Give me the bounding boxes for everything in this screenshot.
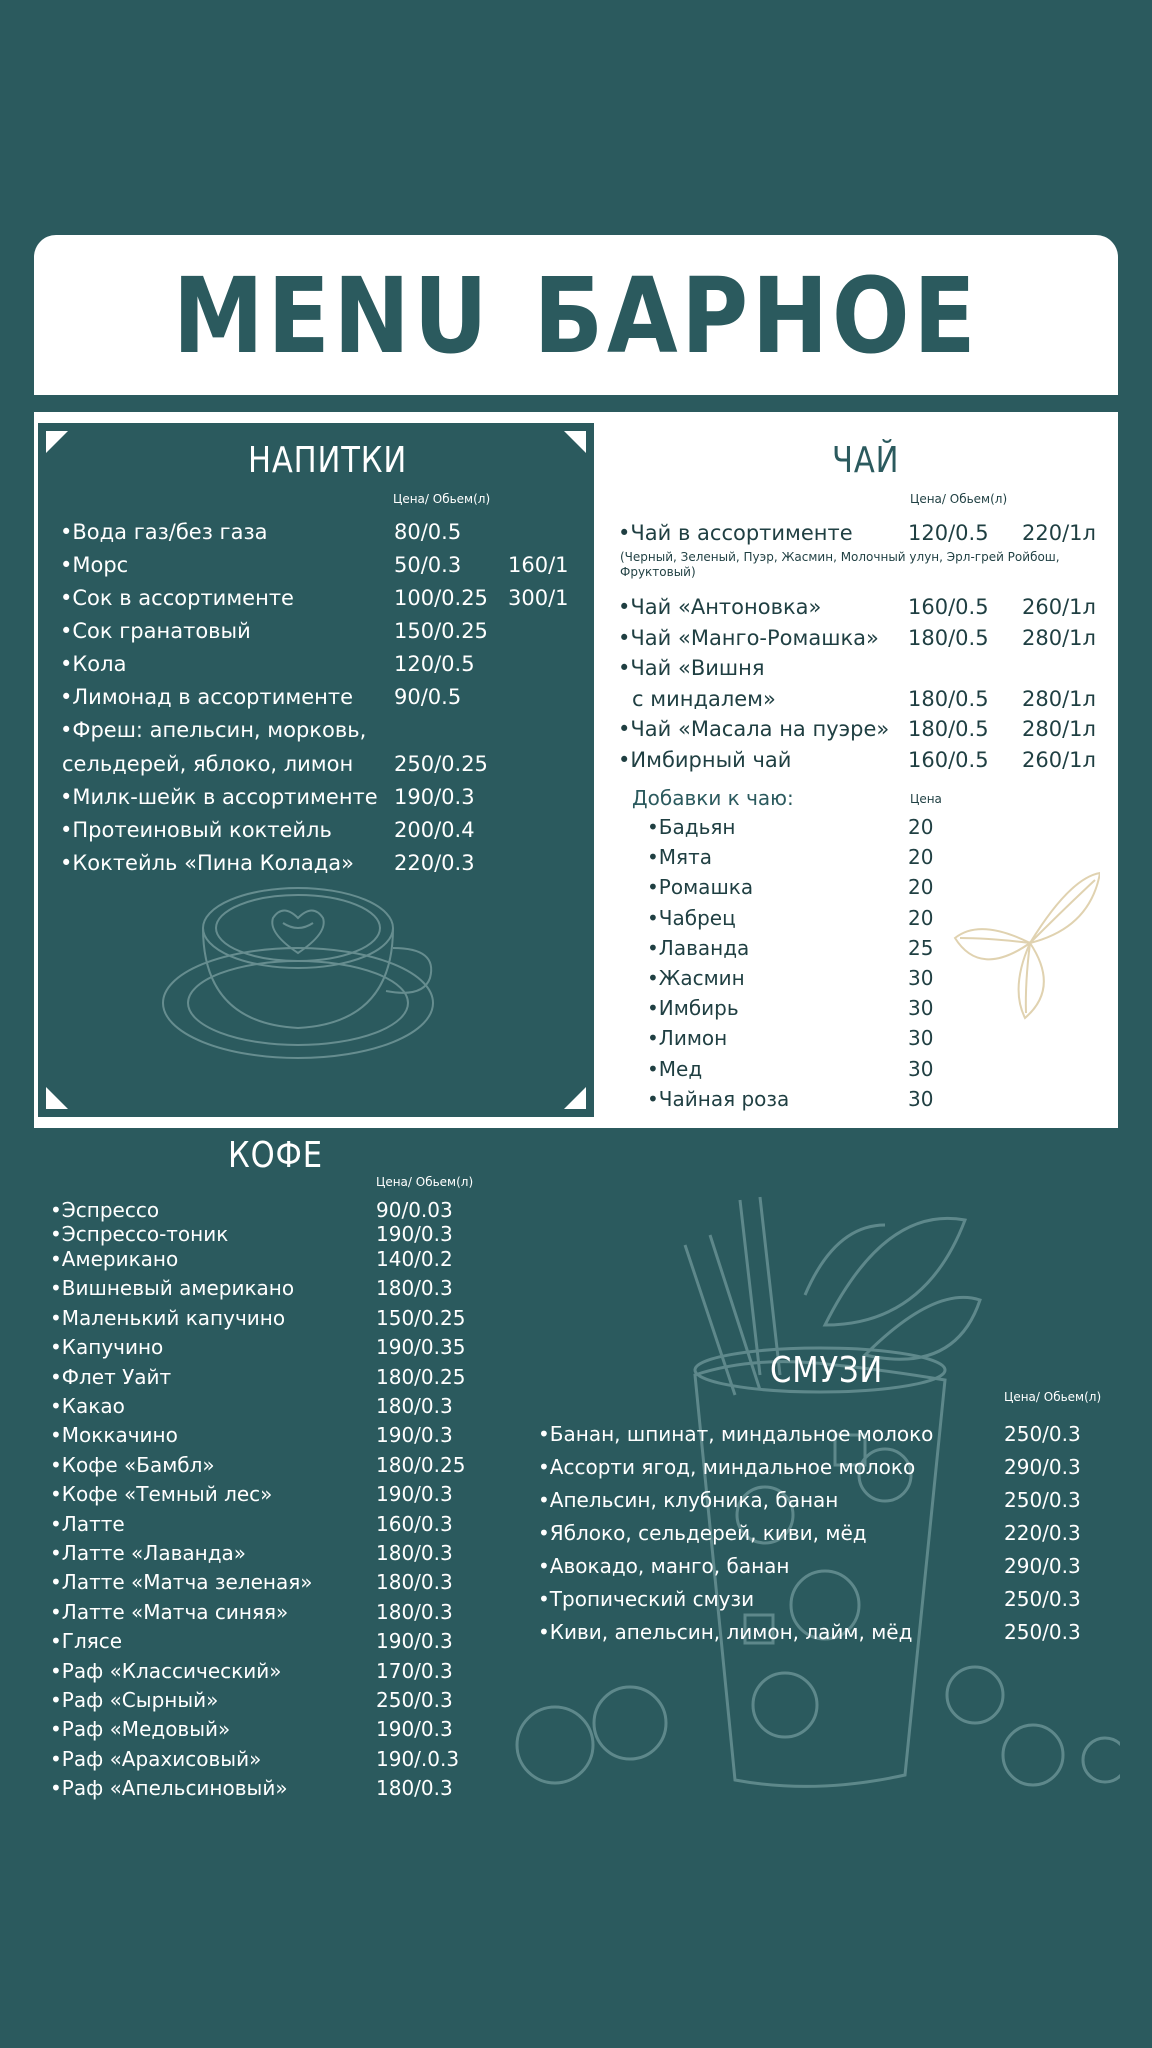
tea-addon-price: 30: [908, 1086, 934, 1111]
drink-item-price: 50/0.3: [394, 553, 462, 577]
tea-assortment-subtitle: (Черный, Зеленый, Пуэр, Жасмин, Молочный улун, Эрл-грей Ройбош, Фруктовый): [620, 550, 1060, 579]
coffee-item-price: 190/0.3: [376, 1222, 453, 1246]
corner-decoration: [564, 1087, 586, 1109]
tea-item-price-large: 280/1л: [1022, 687, 1096, 711]
coffee-item-name: •Кофе «Темный лес»: [50, 1482, 273, 1507]
drink-item-price: 150/0.25: [394, 619, 488, 643]
tea-item-price-large: 260/1л: [1022, 595, 1096, 619]
tea-item-price-large: 280/1л: [1022, 626, 1096, 650]
coffee-item-name: •Капучино: [50, 1335, 164, 1360]
tea-item-name: •Чай «Антоновка»: [618, 595, 822, 619]
coffee-cup-illustration: [158, 873, 478, 1073]
coffee-item-price: 180/0.3: [376, 1570, 453, 1595]
drink-item-name: •Сок в ассортименте: [60, 586, 294, 610]
tea-item-price: 180/0.5: [908, 687, 989, 711]
smoothie-price-note: Цена/ Обьем(л): [1004, 1390, 1102, 1404]
drinks-title: НАПИТКИ: [248, 440, 408, 481]
tea-item-price-large: 220/1л: [1022, 521, 1096, 545]
coffee-item-name: •Кофе «Бамбл»: [50, 1452, 215, 1477]
coffee-item-name: •Вишневый американо: [50, 1276, 295, 1301]
tea-item-price: 160/0.5: [908, 595, 989, 619]
coffee-item-name: •Раф «Медовый»: [50, 1717, 231, 1742]
smoothie-item-price: 250/0.3: [1004, 1587, 1081, 1611]
tea-addon-price: 30: [908, 996, 934, 1021]
tea-addon-name: •Жасмин: [647, 966, 745, 990]
coffee-item-price: 190/0.3: [376, 1423, 453, 1448]
drinks-price-note: Цена/ Обьем(л): [393, 492, 491, 506]
coffee-item-name: •Раф «Апельсиновый»: [50, 1776, 288, 1801]
menu-title: [99, 255, 1053, 377]
tea-addon-price: 20: [908, 845, 934, 870]
tea-item-price-large: 280/1л: [1022, 717, 1096, 741]
corner-decoration: [564, 431, 586, 453]
coffee-item-name: •Глясе: [50, 1629, 123, 1654]
bar-word: БАРНОЕ: [533, 255, 980, 377]
drink-item-price: 200/0.4: [394, 818, 475, 842]
coffee-item-price: 180/0.3: [376, 1541, 453, 1565]
tea-addon-price: 20: [908, 815, 934, 839]
coffee-item-price: 190/.0.3: [376, 1746, 460, 1771]
coffee-item-price: 190/0.35: [376, 1335, 466, 1360]
tea-item-price: 160/0.5: [908, 748, 989, 772]
tea-addon-name: •Имбирь: [647, 996, 739, 1021]
tea-item-price: 180/0.5: [908, 717, 989, 741]
drink-item-name: •Сок гранатовый: [60, 619, 251, 643]
coffee-item-price: 250/0.3: [376, 1688, 453, 1712]
tea-item-price-large: 260/1л: [1022, 748, 1096, 772]
drink-item-price: 190/0.3: [394, 785, 475, 809]
coffee-item-price: 180/0.3: [376, 1276, 453, 1301]
smoothie-item-name: •Киви, апельсин, лимон, лайм, мёд: [538, 1620, 913, 1644]
tea-addons-note: Цена: [910, 792, 942, 806]
tea-addon-price: 20: [908, 905, 934, 930]
tea-addon-name: •Лимон: [647, 1026, 728, 1051]
tea-addons-title: Добавки к чаю:: [632, 786, 794, 810]
smoothie-item-name: •Яблоко, сельдерей, киви, мёд: [538, 1521, 867, 1545]
coffee-item-name: •Раф «Сырный»: [50, 1688, 219, 1712]
drink-item-price: 250/0.25: [394, 752, 488, 776]
coffee-item-price: 160/0.3: [376, 1511, 453, 1536]
drink-item-name: •Протеиновый коктейль: [60, 818, 332, 842]
coffee-item-price: 180/0.25: [376, 1452, 466, 1477]
drink-item-price: 220/0.3: [394, 851, 475, 875]
coffee-item-price: 180/0.3: [376, 1776, 453, 1801]
menu-word: MENU: [172, 255, 492, 377]
coffee-item-name: •Какао: [50, 1394, 125, 1418]
smoothie-title: СМУЗИ: [770, 1350, 884, 1391]
tea-addon-name: •Мята: [647, 845, 712, 870]
drink-item-name: •Кола: [60, 652, 127, 676]
drink-item-name: •Милк-шейк в ассортименте: [60, 785, 378, 809]
smoothie-item-name: •Апельсин, клубника, банан: [538, 1488, 839, 1512]
tea-item-name: •Чай «Масала на пуэре»: [618, 717, 890, 741]
coffee-item-name: •Моккачино: [50, 1423, 178, 1448]
tea-price-note: Цена/ Обьем(л): [910, 492, 1008, 506]
corner-decoration: [46, 1087, 68, 1109]
drink-item-price-large: 160/1: [508, 553, 569, 577]
coffee-title: КОФЕ: [228, 1135, 323, 1176]
smoothie-item-price: 220/0.3: [1004, 1521, 1081, 1545]
tea-addon-price: 30: [908, 1026, 934, 1051]
smoothie-item-price: 290/0.3: [1004, 1455, 1081, 1479]
tea-addon-name: •Чабрец: [647, 905, 736, 930]
drink-item-name: сельдерей, яблоко, лимон: [62, 752, 354, 776]
mint-leaf-illustration: [950, 868, 1100, 1028]
drink-item-name: •Фреш: апельсин, морковь,: [60, 718, 367, 742]
coffee-item-price: 180/0.25: [376, 1364, 466, 1389]
smoothie-item-name: •Ассорти ягод, миндальное молоко: [538, 1455, 916, 1479]
tea-addon-name: •Лаванда: [647, 935, 750, 960]
tea-item-name: •Чай в ассортименте: [618, 521, 853, 545]
coffee-item-price: 190/0.3: [376, 1629, 453, 1654]
coffee-item-price: 140/0.2: [376, 1247, 453, 1271]
coffee-item-price: 180/0.3: [376, 1394, 453, 1418]
tea-item-name: •Чай «Вишня: [618, 656, 765, 680]
tea-addon-name: •Бадьян: [647, 815, 736, 839]
smoothie-item-name: •Банан, шпинат, миндальное молоко: [538, 1422, 934, 1446]
corner-decoration: [46, 431, 68, 453]
drink-item-price: 100/0.25: [394, 586, 488, 610]
smoothie-item-price: 290/0.3: [1004, 1554, 1081, 1578]
coffee-price-note: Цена/ Обьем(л): [376, 1175, 474, 1189]
tea-addon-price: 20: [908, 875, 934, 900]
coffee-item-name: •Латте: [50, 1511, 125, 1536]
coffee-item-name: •Латте «Матча синяя»: [50, 1599, 289, 1624]
menu-header: [34, 235, 1118, 395]
coffee-item-name: •Раф «Арахисовый»: [50, 1746, 262, 1771]
tea-addon-name: •Чайная роза: [647, 1086, 790, 1111]
coffee-item-name: •Флет Уайт: [50, 1364, 172, 1389]
coffee-item-name: •Маленький капучино: [50, 1305, 286, 1330]
smoothie-item-price: 250/0.3: [1004, 1488, 1081, 1512]
coffee-item-name: •Латте «Лаванда»: [50, 1541, 247, 1565]
tea-addon-price: 30: [908, 966, 934, 990]
smoothie-item-name: •Тропический смузи: [538, 1587, 755, 1611]
drink-item-name: •Лимонад в ассортименте: [60, 685, 354, 709]
coffee-item-price: 150/0.25: [376, 1305, 466, 1330]
tea-addon-price: 25: [908, 935, 934, 960]
coffee-item-price: 90/0.03: [376, 1198, 453, 1222]
drink-item-price: 80/0.5: [394, 520, 462, 544]
tea-item-name: с миндалем»: [632, 687, 776, 711]
coffee-item-name: •Латте «Матча зеленая»: [50, 1570, 313, 1595]
coffee-item-name: •Эспрессо-тоник: [50, 1222, 229, 1246]
smoothie-item-price: 250/0.3: [1004, 1620, 1081, 1644]
coffee-item-price: 180/0.3: [376, 1599, 453, 1624]
drink-item-price-large: 300/1: [508, 586, 569, 610]
tea-addon-name: •Ромашка: [647, 875, 754, 900]
coffee-item-price: 190/0.3: [376, 1717, 453, 1742]
coffee-item-name: •Эспрессо: [50, 1198, 160, 1222]
tea-title: ЧАЙ: [832, 440, 900, 481]
tea-addon-price: 30: [908, 1056, 934, 1081]
wave-divider: [34, 382, 1118, 400]
smoothie-item-name: •Авокадо, манго, банан: [538, 1554, 790, 1578]
coffee-item-name: •Американо: [50, 1247, 179, 1271]
coffee-item-name: •Раф «Классический»: [50, 1658, 282, 1683]
tea-item-name: •Имбирный чай: [618, 748, 792, 772]
coffee-item-price: 190/0.3: [376, 1482, 453, 1507]
coffee-item-price: 170/0.3: [376, 1658, 453, 1683]
drink-item-name: •Морс: [60, 553, 129, 577]
drink-item-name: •Вода газ/без газа: [60, 520, 268, 544]
smoothie-item-price: 250/0.3: [1004, 1422, 1081, 1446]
tea-addon-name: •Мед: [647, 1056, 703, 1081]
tea-item-price: 120/0.5: [908, 521, 989, 545]
tea-item-name: •Чай «Манго-Ромашка»: [618, 626, 879, 650]
drink-item-price: 120/0.5: [394, 652, 475, 676]
tea-item-price: 180/0.5: [908, 626, 989, 650]
drink-item-price: 90/0.5: [394, 685, 462, 709]
drink-item-name: •Коктейль «Пина Колада»: [60, 851, 354, 875]
